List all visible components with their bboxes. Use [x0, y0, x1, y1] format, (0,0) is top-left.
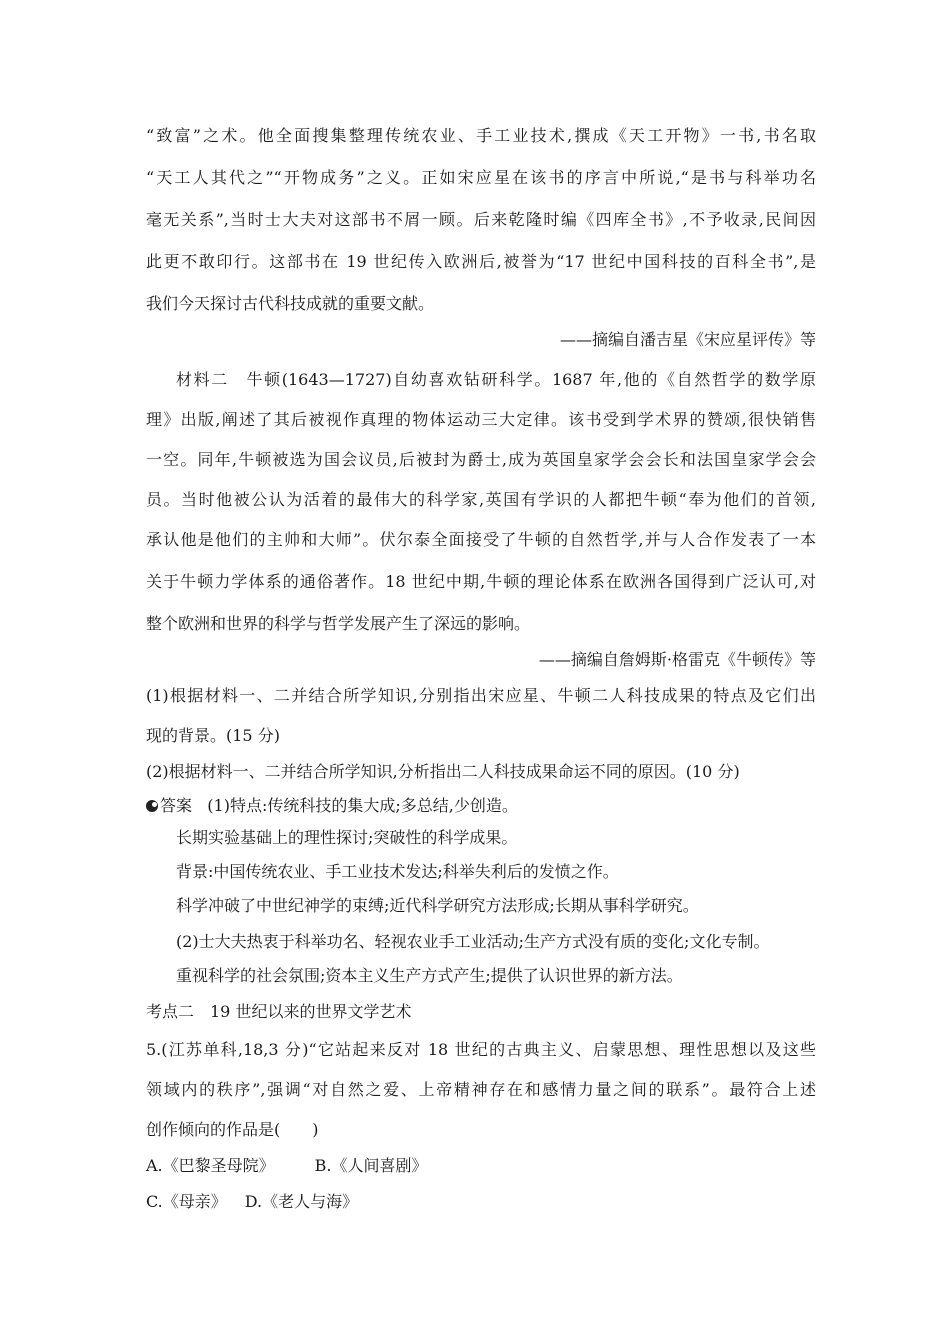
answer-line: (1)特点:传统科技的集大成;多总结,少创造。	[207, 796, 518, 815]
material2-line: 整个欧洲和世界的科学与哲学发展产生了深远的影响。	[146, 614, 531, 633]
material1-source: ——摘编自潘吉星《宋应星评传》等	[559, 330, 816, 349]
answer-line: (2)士大夫热衷于科举功名、轻视农业手工业活动;生产方式没有质的变化;文化专制。	[176, 932, 770, 951]
material2-line: 关于牛顿力学体系的通俗著作。18 世纪中期,牛顿的理论体系在欧洲各国得到广泛认可,对	[146, 572, 816, 591]
question-5-cont: 创作倾向的作品是( )	[146, 1120, 319, 1139]
question-1: (1)根据材料一、二并结合所学知识,分别指出宋应星、牛顿二人科技成果的特点及它们出	[146, 686, 816, 705]
material1-line: “天工人其代之”“开物成务”之义。正如宋应星在该书的序言中所说,“是书与科举功名	[146, 168, 816, 187]
question-1-cont: 现的背景。(15 分)	[146, 726, 280, 745]
option-d: D.《老人与海》	[244, 1192, 359, 1211]
answer-line: 长期实验基础上的理性探讨;突破性的科学成果。	[176, 828, 518, 847]
answer-line: 背景:中国传统农业、手工业技术发达;科举失利后的发愤之作。	[176, 862, 619, 881]
answer-header	[146, 796, 816, 816]
material2-source: ——摘编自詹姆斯·格雷克《牛顿传》等	[538, 650, 816, 669]
question-5-cont: 领域内的秩序”,强调“对自然之爱、上帝精神存在和感情力量之间的联系”。最符合上述	[146, 1080, 816, 1099]
answer-marker-icon	[146, 800, 158, 812]
answer-line: 科学冲破了中世纪神学的束缚;近代科学研究方法形成;长期从事科学研究。	[176, 896, 699, 915]
material1-line: 此更不敢印行。这部书在 19 世纪传入欧洲后,被誉为“17 世纪中国科技的百科全书”,是	[146, 252, 816, 271]
material2-line: 理》出版,阐述了其后被视作真理的物体运动三大定律。该书受到学术界的赞颂,很快销售	[146, 410, 816, 429]
material1-line: “致富”之术。他全面搜集整理传统农业、手工业技术,撰成《天工开物》一书,书名取	[146, 126, 816, 145]
material1-line: 我们今天探讨古代科技成就的重要文献。	[146, 294, 435, 313]
material1-line: 毫无关系”,当时士大夫对这部书不屑一顾。后来乾隆时编《四库全书》,不予收录,民间因	[146, 210, 816, 229]
question-5: 5.(江苏单科,18,3 分)“它站起来反对 18 世纪的古典主义、启蒙思想、理性思想以及这些	[146, 1040, 816, 1059]
option-a: A.《巴黎圣母院》	[146, 1156, 275, 1175]
options-row-ab	[146, 1156, 816, 1176]
material2-line: 承认他是他们的主帅和大师”。伏尔泰全面接受了牛顿的自然哲学,并与人合作发表了一本	[146, 530, 816, 549]
answer-label: 答案	[160, 796, 193, 815]
section-title: 考点二 19 世纪以来的世界文学艺术	[146, 1002, 412, 1021]
option-c: C.《母亲》	[146, 1192, 227, 1211]
question-2: (2)根据材料一、二并结合所学知识,分析指出二人科技成果命运不同的原因。(10 分)	[146, 762, 740, 781]
options-row-cd	[146, 1192, 816, 1212]
material2-line: 材料二 牛顿(1643—1727)自幼喜欢钻研科学。1687 年,他的《自然哲学的数学原	[176, 370, 816, 389]
material2-line: 员。当时他被公认为活着的最伟大的科学家,英国有学识的人都把牛顿“奉为他们的首领,	[146, 490, 816, 509]
material2-line: 一空。同年,牛顿被选为国会议员,后被封为爵士,成为英国皇家学会会长和法国皇家学会会	[146, 450, 816, 469]
answer-line: 重视科学的社会氛围;资本主义生产方式产生;提供了认识世界的新方法。	[176, 966, 683, 985]
option-b: B.《人间喜剧》	[314, 1156, 428, 1175]
